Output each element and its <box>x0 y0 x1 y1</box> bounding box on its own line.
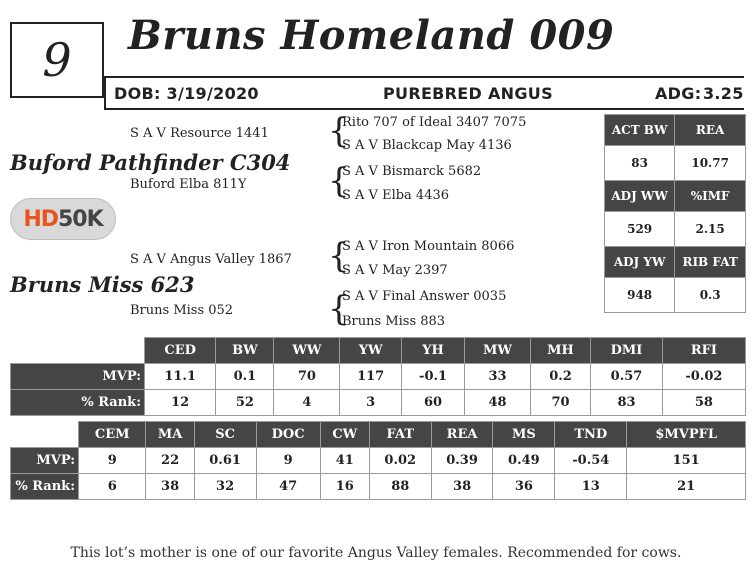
epd-rank: 52 <box>216 390 274 416</box>
epd-value: 0.1 <box>216 364 274 390</box>
stat-header: ACT BW <box>605 115 675 146</box>
hd50k-logo-hd: HD <box>23 206 58 232</box>
epd-rank: 38 <box>146 474 194 500</box>
epd-value: -0.02 <box>662 364 745 390</box>
epd-value: 9 <box>79 448 146 474</box>
brace-icon: { <box>328 161 350 201</box>
stat-value: 0.3 <box>675 278 746 313</box>
epd-header: RFI <box>662 338 745 364</box>
epd-value: 70 <box>274 364 340 390</box>
epd-value: 0.57 <box>591 364 663 390</box>
animal-name: Bruns Homeland 009 <box>128 12 615 59</box>
epd-value: 9 <box>256 448 320 474</box>
epd-value: 0.61 <box>194 448 256 474</box>
row-label: MVP: <box>11 364 145 390</box>
hd50k-logo-50k: 50K <box>58 206 103 232</box>
epd-rank: 47 <box>256 474 320 500</box>
epd-header: TND <box>555 422 627 448</box>
stat-value: 2.15 <box>675 212 746 247</box>
epd-header: CW <box>320 422 369 448</box>
sire-sire-sire: Rito 707 of Ideal 3407 7075 <box>342 115 527 130</box>
epd-header: $MVPFL <box>627 422 746 448</box>
row-label: % Rank: <box>11 474 79 500</box>
epd-value: 22 <box>146 448 194 474</box>
epd-rank: 88 <box>369 474 431 500</box>
epd-rank: 6 <box>79 474 146 500</box>
divider-top <box>104 76 744 78</box>
epd-header: DOC <box>256 422 320 448</box>
stat-header: ADJ YW <box>605 247 675 278</box>
table-row <box>11 390 746 416</box>
brace-icon: { <box>328 289 350 329</box>
epd-header: MW <box>465 338 531 364</box>
dam-dam-sire: S A V Final Answer 0035 <box>342 289 507 304</box>
lot-note: This lot’s mother is one of our favorite Angus Valley females. Recommended for cows. <box>70 545 682 561</box>
sire-dam-dam: S A V Elba 4436 <box>342 188 450 203</box>
epd-rank: 32 <box>194 474 256 500</box>
epd-value: 151 <box>627 448 746 474</box>
epd-value: 11.1 <box>145 364 216 390</box>
adg-value: 3.25 <box>703 84 744 103</box>
epd-rank: 36 <box>493 474 555 500</box>
epd-header: CEM <box>79 422 146 448</box>
actual-stats-table <box>604 114 746 313</box>
epd-header: CED <box>145 338 216 364</box>
dam-name: Bruns Miss 623 <box>10 272 195 297</box>
sire-sire: S A V Resource 1441 <box>130 126 269 141</box>
dam-dam: Bruns Miss 052 <box>130 303 234 318</box>
epd-rank: 60 <box>401 390 464 416</box>
epd-header: MA <box>146 422 194 448</box>
sire-sire-dam: S A V Blackcap May 4136 <box>342 138 512 153</box>
stat-header: ADJ WW <box>605 181 675 212</box>
epd-value: 0.2 <box>530 364 590 390</box>
table-row <box>11 448 746 474</box>
lot-number: 9 <box>42 33 72 87</box>
epd-header: REA <box>431 422 493 448</box>
epd-rank: 70 <box>530 390 590 416</box>
epd-rank: 13 <box>555 474 627 500</box>
epd-rank: 48 <box>465 390 531 416</box>
epd-value: 41 <box>320 448 369 474</box>
stat-header: REA <box>675 115 746 146</box>
dam-sire: S A V Angus Valley 1867 <box>130 252 292 267</box>
table-row <box>11 364 746 390</box>
stat-value: 83 <box>605 146 675 181</box>
dam-dam-dam: Bruns Miss 883 <box>342 314 446 329</box>
dob: DOB: 3/19/2020 <box>114 84 259 103</box>
epd-header: YW <box>340 338 401 364</box>
stat-value: 948 <box>605 278 675 313</box>
epd-rank: 83 <box>591 390 663 416</box>
sire-name: Buford Pathfinder C304 <box>10 150 291 175</box>
epd-rank: 58 <box>662 390 745 416</box>
stat-value: 10.77 <box>675 146 746 181</box>
epd-rank: 16 <box>320 474 369 500</box>
epd-value: 33 <box>465 364 531 390</box>
epd-rank: 3 <box>340 390 401 416</box>
epd-header: YH <box>401 338 464 364</box>
epd-header: MH <box>530 338 590 364</box>
row-label: % Rank: <box>11 390 145 416</box>
epd-header: DMI <box>591 338 663 364</box>
brace-icon: { <box>328 236 350 276</box>
epd-rank: 4 <box>274 390 340 416</box>
divider-tick <box>104 76 106 110</box>
row-label: MVP: <box>11 448 79 474</box>
epd-rank: 38 <box>431 474 493 500</box>
adg-label: ADG: <box>655 84 702 103</box>
breed: PUREBRED ANGUS <box>383 84 553 103</box>
epd-header: WW <box>274 338 340 364</box>
epd-header: BW <box>216 338 274 364</box>
epd-rank: 21 <box>627 474 746 500</box>
dam-sire-dam: S A V May 2397 <box>342 263 448 278</box>
table-row <box>11 474 746 500</box>
epd-value: -0.1 <box>401 364 464 390</box>
divider-bottom <box>104 108 744 110</box>
epd-value: -0.54 <box>555 448 627 474</box>
epd-header: MS <box>493 422 555 448</box>
epd-table-maternal <box>10 421 746 500</box>
epd-table-growth <box>10 337 746 416</box>
stat-header: %IMF <box>675 181 746 212</box>
epd-value: 0.02 <box>369 448 431 474</box>
stat-header: RIB FAT <box>675 247 746 278</box>
epd-rank: 12 <box>145 390 216 416</box>
hd50k-logo <box>10 198 116 240</box>
sire-dam: Buford Elba 811Y <box>130 177 247 192</box>
epd-value: 0.49 <box>493 448 555 474</box>
dam-sire-sire: S A V Iron Mountain 8066 <box>342 239 515 254</box>
sire-dam-sire: S A V Bismarck 5682 <box>342 164 482 179</box>
stat-value: 529 <box>605 212 675 247</box>
epd-value: 117 <box>340 364 401 390</box>
epd-value: 0.39 <box>431 448 493 474</box>
epd-header: SC <box>194 422 256 448</box>
epd-header: FAT <box>369 422 431 448</box>
brace-icon: { <box>328 111 350 151</box>
